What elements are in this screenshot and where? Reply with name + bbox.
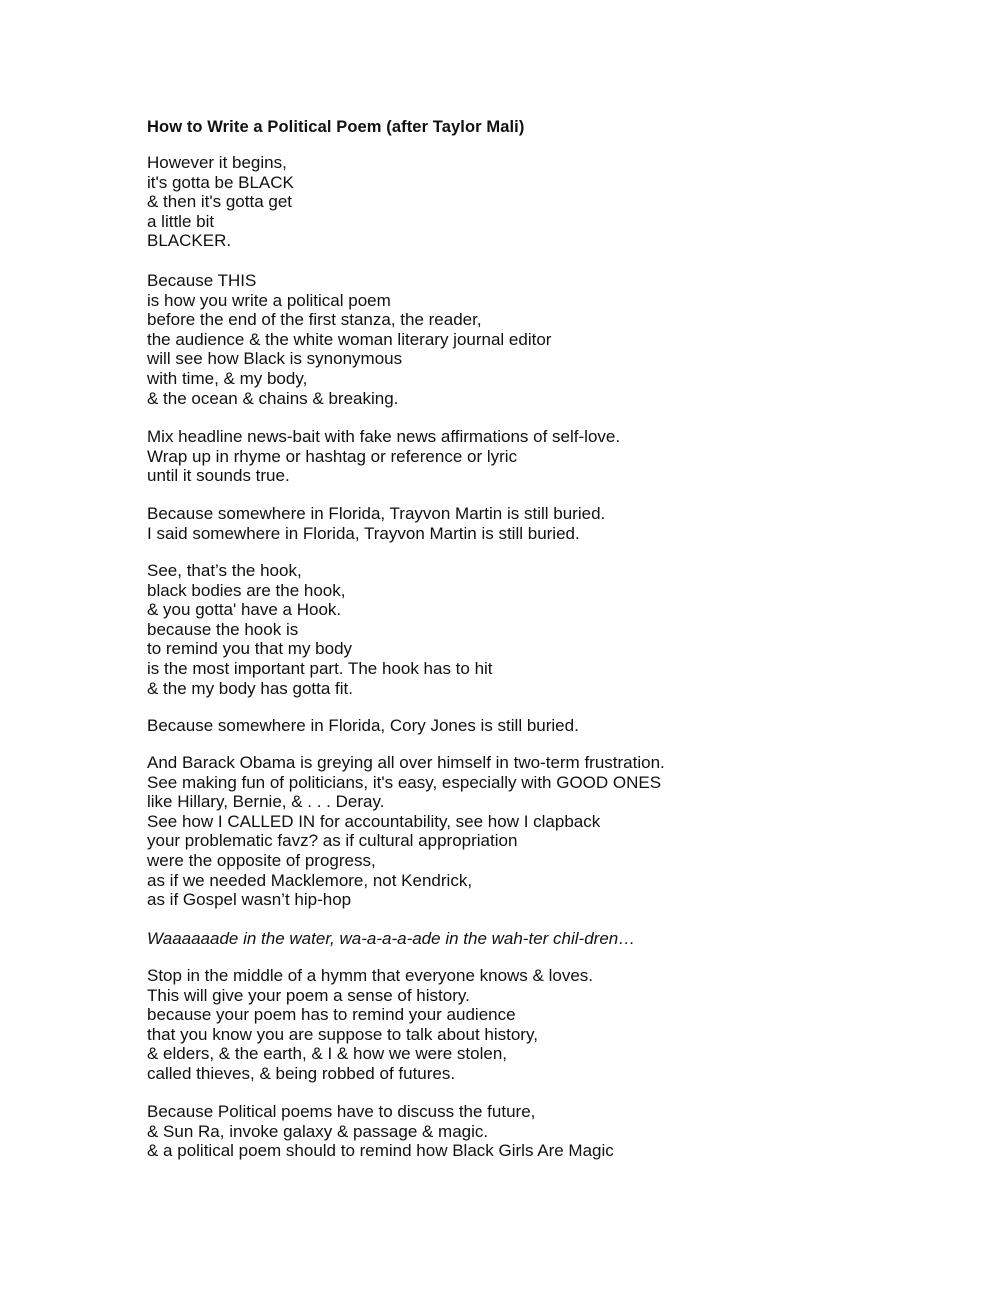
poem-line: Waaaaaade in the water, wa-a-a-a-ade in the wah-ter chil-dren… bbox=[147, 929, 636, 948]
poem-line: will see how Black is synonymous bbox=[147, 349, 403, 369]
stanza-3 bbox=[147, 427, 620, 486]
poem-line: However it begins, bbox=[147, 153, 287, 172]
poem-line: See making fun of politicians, it's easy, especially with GOOD ONES bbox=[147, 772, 662, 792]
stanza-8-italic-refrain bbox=[147, 929, 635, 949]
poem-line: & the ocean & chains & breaking. bbox=[147, 388, 399, 408]
poem-line: that you know you are suppose to talk about history, bbox=[147, 1024, 538, 1044]
poem-line: is the most important part. The hook has to hit bbox=[147, 658, 493, 678]
poem-line: were the opposite of progress, bbox=[147, 850, 376, 870]
stanza-10 bbox=[147, 1102, 614, 1161]
poem-line: a little bit bbox=[147, 211, 215, 231]
poem-line: because the hook is bbox=[147, 619, 299, 639]
poem-line: & the my body has gotta fit. bbox=[147, 678, 354, 698]
poem-line: Stop in the middle of a hymm that everyone knows & loves. bbox=[147, 966, 594, 985]
poem-line: called thieves, & being robbed of futures. bbox=[147, 1063, 456, 1083]
stanza-5 bbox=[147, 561, 493, 698]
poem-line: Because THIS bbox=[147, 271, 257, 290]
poem-line: as if Gospel wasn’t hip-hop bbox=[147, 890, 352, 910]
poem-line: BLACKER. bbox=[147, 231, 232, 251]
poem-line: is how you write a political poem bbox=[147, 290, 391, 310]
poem-line: & Sun Ra, invoke galaxy & passage & magic. bbox=[147, 1121, 489, 1141]
poem-line: as if we needed Macklemore, not Kendrick, bbox=[147, 870, 473, 890]
poem-line: because your poem has to remind your audience bbox=[147, 1005, 516, 1025]
poem-line: before the end of the first stanza, the reader, bbox=[147, 310, 482, 330]
stanza-9 bbox=[147, 966, 593, 1084]
poem-line: black bodies are the hook, bbox=[147, 580, 346, 600]
poem-line: Because Political poems have to discuss the future, bbox=[147, 1102, 536, 1121]
poem-line: with time, & my body, bbox=[147, 368, 308, 388]
poem-line: See how I CALLED IN for accountability, see how I clapback bbox=[147, 811, 601, 831]
poem-line: Mix headline news-bait with fake news affirmations of self-love. bbox=[147, 427, 621, 446]
stanza-7 bbox=[147, 753, 665, 910]
poem-line: until it sounds true. bbox=[147, 466, 290, 486]
stanza-4 bbox=[147, 504, 605, 543]
poem-line: And Barack Obama is greying all over himself in two-term frustration. bbox=[147, 753, 665, 772]
poem-line: This will give your poem a sense of history. bbox=[147, 985, 470, 1005]
poem-line: & a political poem should to remind how Black Girls Are Magic bbox=[147, 1141, 614, 1161]
poem-line: Wrap up in rhyme or hashtag or reference or lyric bbox=[147, 446, 518, 466]
poem-line: it's gotta be BLACK bbox=[147, 172, 294, 192]
poem-line: like Hillary, Bernie, & . . . Deray. bbox=[147, 792, 385, 812]
stanza-2 bbox=[147, 271, 551, 408]
poem-line: & you gotta' have a Hook. bbox=[147, 600, 342, 620]
poem-line: Because somewhere in Florida, Cory Jones is still buried. bbox=[147, 716, 579, 735]
poem-line: See, that’s the hook, bbox=[147, 561, 302, 580]
poem-line: & then it's gotta get bbox=[147, 192, 293, 212]
poem-line: Because somewhere in Florida, Trayvon Martin is still buried. bbox=[147, 504, 606, 523]
poem-line: your problematic favz? as if cultural appropriation bbox=[147, 831, 518, 851]
poem-line: the audience & the white woman literary journal editor bbox=[147, 329, 552, 349]
poem-line: to remind you that my body bbox=[147, 639, 353, 659]
poem-line: I said somewhere in Florida, Trayvon Martin is still buried. bbox=[147, 523, 580, 543]
stanza-6 bbox=[147, 716, 579, 736]
stanza-1 bbox=[147, 153, 294, 251]
poem-title: How to Write a Political Poem (after Taylor Mali) bbox=[147, 118, 525, 136]
poem-line: & elders, & the earth, & I & how we were stolen, bbox=[147, 1044, 508, 1064]
